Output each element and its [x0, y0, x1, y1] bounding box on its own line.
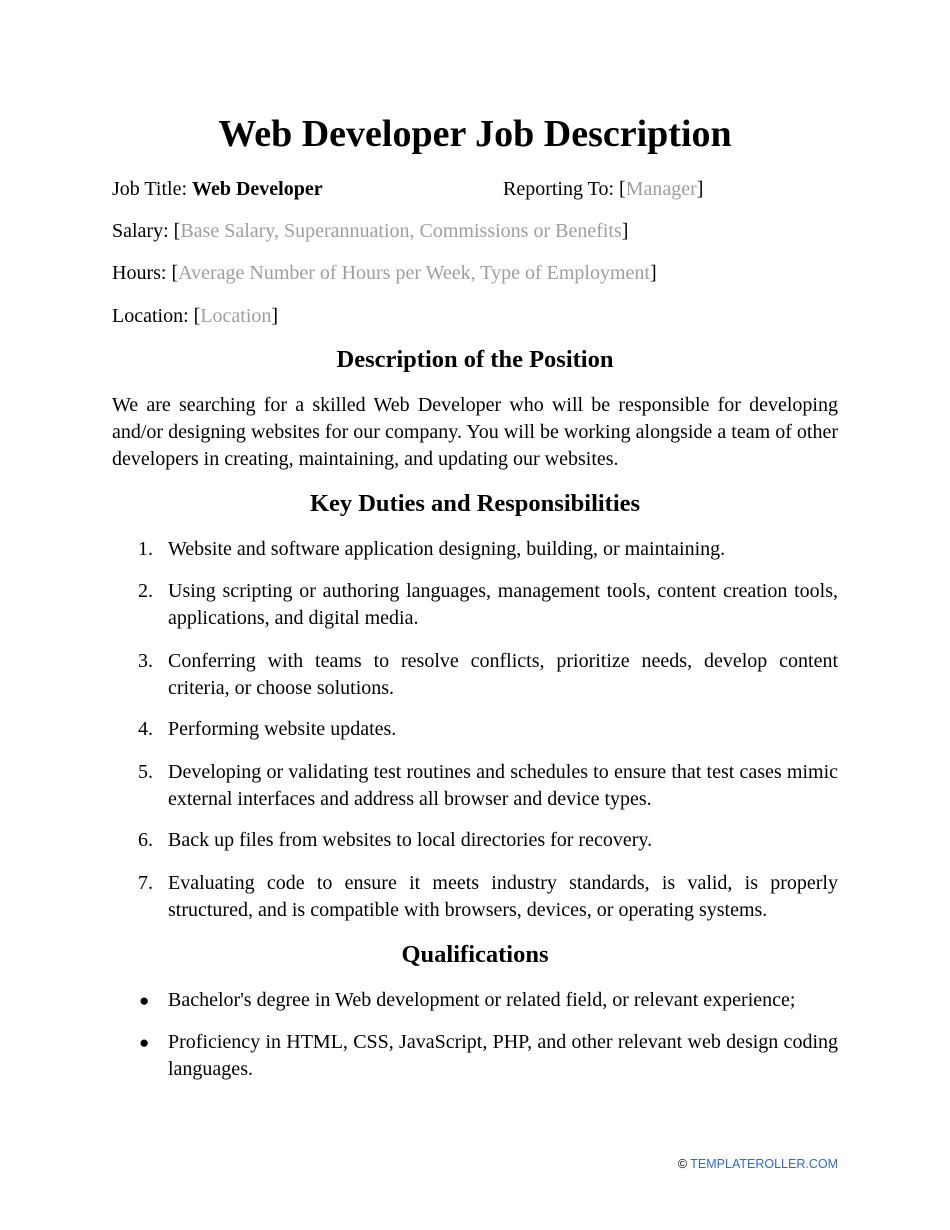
- qualifications-heading: Qualifications: [401, 941, 549, 968]
- list-number: 5.: [138, 761, 153, 783]
- list-number: 4.: [138, 718, 153, 740]
- list-item-text: Developing or validating test routines and schedules to ensure that test cases mimic external interfaces and address all browser and device types.: [168, 761, 838, 810]
- location-field: [112, 303, 278, 329]
- salary-field: [112, 218, 628, 244]
- duties-heading: Key Duties and Responsibilities: [309, 490, 641, 517]
- description-paragraph: We are searching for a skilled Web Developer who will be responsible for developing and/or designing websites for our company. You will be working alongside a team of other developers in creating, maintaining, and updating our websites.: [112, 394, 838, 470]
- list-item-text: Bachelor's degree in Web development or related field, or relevant experience;: [168, 989, 796, 1011]
- salary-label: Salary:: [112, 220, 169, 242]
- job-title-label: Job Title:: [112, 178, 188, 200]
- list-item-text: Back up files from websites to local directories for recovery.: [168, 829, 653, 851]
- open-bracket: [: [619, 178, 626, 200]
- hours-label: Hours:: [112, 262, 167, 284]
- hours-field: [112, 260, 657, 286]
- list-item-text: Performing website updates.: [168, 718, 397, 740]
- list-number: 2.: [138, 580, 153, 602]
- list-item-text: Using scripting or authoring languages, management tools, content creation tools, applications, and digital media.: [168, 580, 838, 629]
- salary-placeholder: Base Salary, Superannuation, Commissions or Benefits: [180, 220, 622, 242]
- bullet-icon: ●: [139, 1033, 150, 1052]
- description-heading: Description of the Position: [336, 346, 614, 373]
- job-title-value: Web Developer: [192, 178, 323, 200]
- reporting-to-field: [503, 176, 703, 202]
- job-title-field: [112, 176, 323, 202]
- location-label: Location:: [112, 305, 189, 327]
- close-bracket: ]: [649, 262, 657, 284]
- copyright-symbol: ©: [677, 1157, 688, 1171]
- list-number: 6.: [138, 829, 153, 851]
- open-bracket: [: [171, 262, 179, 284]
- location-placeholder: Location: [200, 305, 272, 327]
- close-bracket: ]: [696, 178, 704, 200]
- templateroller-link[interactable]: TEMPLATEROLLER.COM: [690, 1157, 838, 1171]
- hours-placeholder: Average Number of Hours per Week, Type of Employment: [178, 262, 650, 284]
- page-title: Web Developer Job Description: [218, 113, 732, 155]
- open-bracket: [: [193, 305, 201, 327]
- footer-credit: [678, 1156, 838, 1172]
- close-bracket: ]: [621, 220, 629, 242]
- close-bracket: ]: [271, 305, 279, 327]
- list-item-text: Evaluating code to ensure it meets industry standards, is valid, is properly structured, and is compatible with browsers, devices, or operating systems.: [168, 872, 838, 921]
- open-bracket: [: [173, 220, 181, 242]
- reporting-to-label: Reporting To:: [503, 178, 615, 200]
- list-item-text: Conferring with teams to resolve conflicts, prioritize needs, develop content criteria, or choose solutions.: [168, 650, 838, 699]
- reporting-to-placeholder: Manager: [625, 178, 697, 200]
- list-number: 1.: [138, 538, 153, 560]
- list-number: 3.: [138, 650, 153, 672]
- list-number: 7.: [138, 872, 153, 894]
- list-item-text: Proficiency in HTML, CSS, JavaScript, PHP, and other relevant web design coding languages.: [168, 1031, 838, 1080]
- list-item-text: Website and software application designing, building, or maintaining.: [168, 538, 726, 560]
- bullet-icon: ●: [139, 991, 150, 1010]
